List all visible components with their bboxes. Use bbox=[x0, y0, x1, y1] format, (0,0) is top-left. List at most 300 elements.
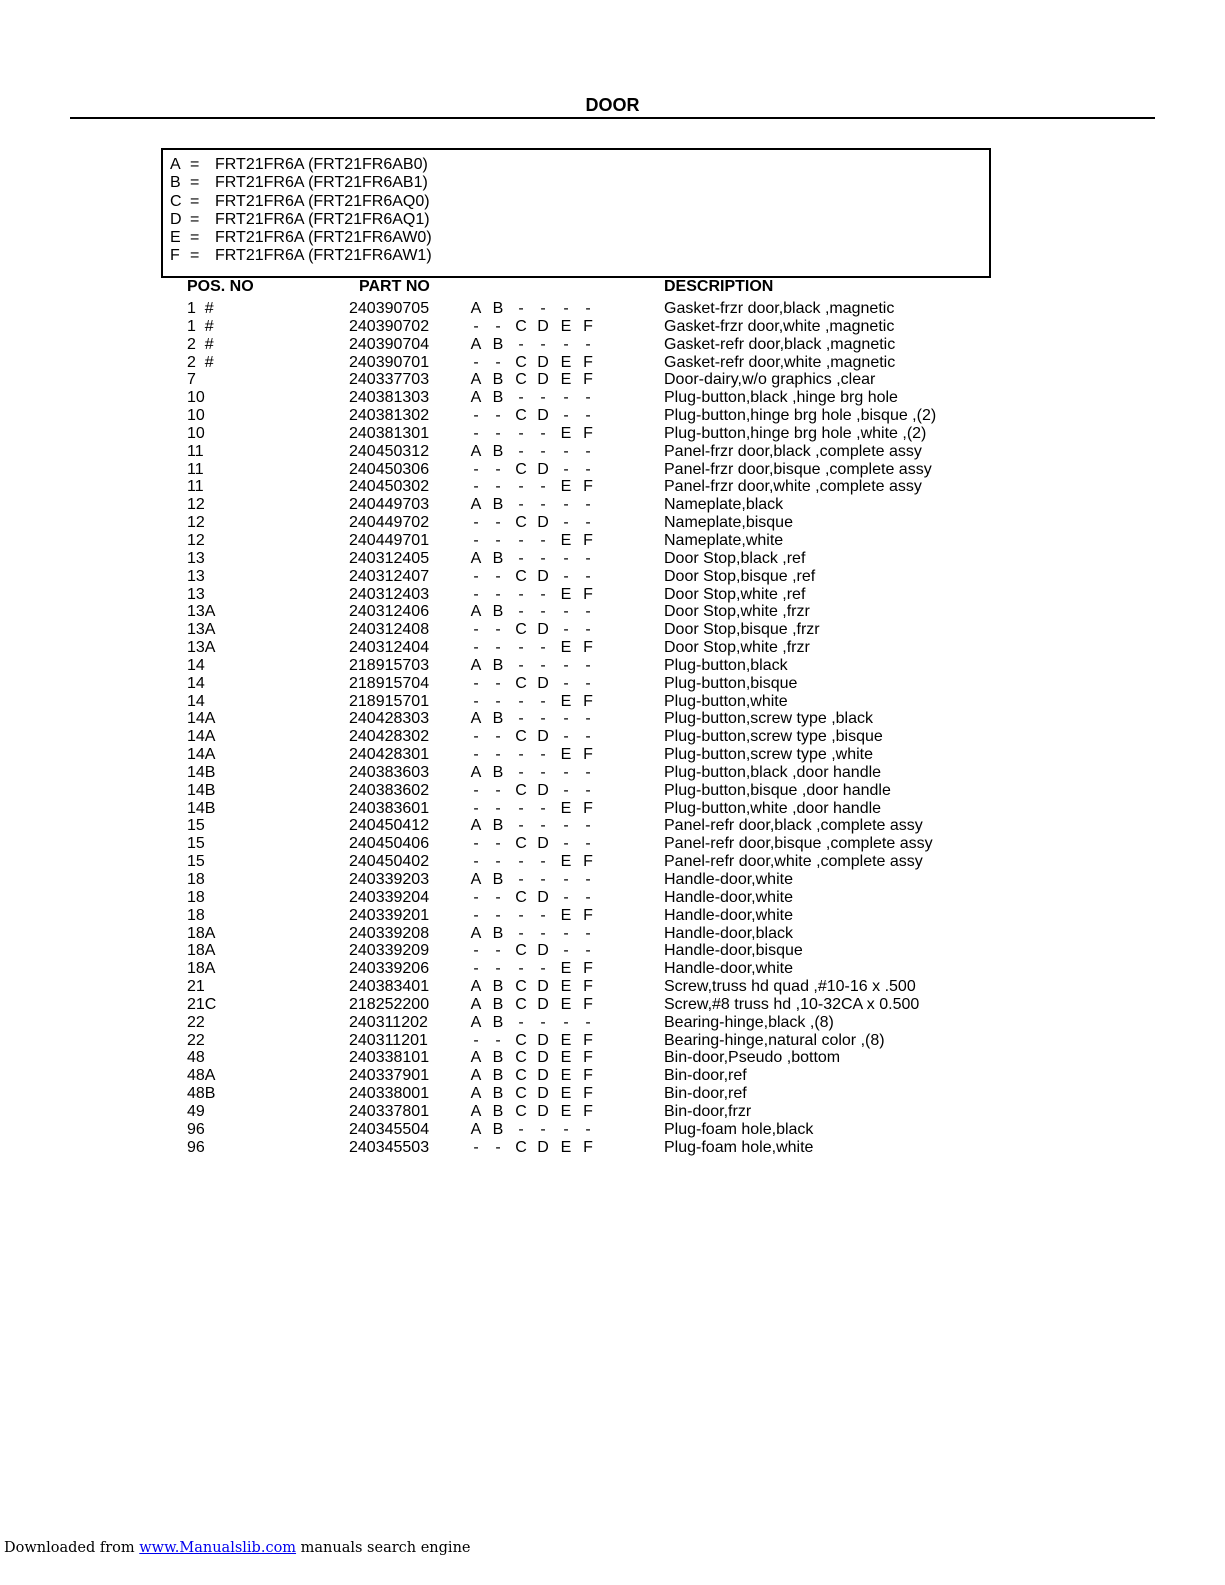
model-code: - bbox=[563, 710, 569, 728]
part-description: Bin-door,frzr bbox=[664, 1102, 752, 1120]
model-code: A bbox=[470, 496, 482, 514]
model-code: - bbox=[473, 514, 479, 532]
model-code: - bbox=[495, 674, 501, 692]
part-description: Panel-frzr door,bisque ,complete assy bbox=[664, 460, 932, 478]
model-code: C bbox=[515, 514, 527, 532]
pos-no: 14B bbox=[187, 763, 216, 781]
part-no: 240337901 bbox=[349, 1067, 430, 1085]
model-code: - bbox=[540, 442, 546, 460]
parts-row bbox=[0, 746, 1225, 764]
model-code: - bbox=[563, 728, 569, 746]
model-code: - bbox=[585, 621, 591, 639]
model-legend-row bbox=[170, 193, 432, 211]
part-no: 240339209 bbox=[349, 942, 430, 960]
model-code: D bbox=[537, 888, 549, 906]
pos-no: 1 # bbox=[187, 317, 214, 335]
parts-row bbox=[0, 407, 1225, 425]
model-code: D bbox=[537, 978, 549, 996]
model-code: A bbox=[470, 1085, 482, 1103]
model-code: - bbox=[585, 942, 591, 960]
part-description: Plug-button,black ,door handle bbox=[664, 763, 882, 781]
model-code: - bbox=[585, 835, 591, 853]
part-no: 240312408 bbox=[349, 621, 430, 639]
model-code: F bbox=[583, 1102, 593, 1120]
model-code: - bbox=[518, 960, 524, 978]
part-description: Door Stop,black ,ref bbox=[664, 549, 806, 567]
part-description: Panel-refr door,white ,complete assy bbox=[664, 853, 923, 871]
part-no: 240339208 bbox=[349, 924, 430, 942]
part-no: 240450412 bbox=[349, 817, 430, 835]
model-code: D bbox=[537, 567, 549, 585]
part-no: 240339203 bbox=[349, 871, 430, 888]
model-code: - bbox=[518, 496, 524, 514]
model-code: C bbox=[515, 835, 527, 853]
part-description: Door Stop,white ,ref bbox=[664, 585, 806, 603]
model-code: - bbox=[540, 871, 546, 888]
pos-no: 10 bbox=[187, 424, 205, 442]
pos-no: 14B bbox=[187, 781, 216, 799]
model-code: F bbox=[583, 639, 593, 657]
model-code: A bbox=[470, 710, 482, 728]
pos-no: 18 bbox=[187, 906, 205, 924]
model-code: D bbox=[537, 514, 549, 532]
model-code: - bbox=[563, 335, 569, 353]
parts-row bbox=[0, 835, 1225, 853]
model-code: - bbox=[495, 835, 501, 853]
part-no: 218915701 bbox=[349, 692, 430, 710]
footer-prefix: Downloaded from bbox=[4, 1540, 140, 1556]
pos-no: 48A bbox=[187, 1067, 216, 1085]
parts-row bbox=[0, 800, 1225, 818]
model-code: B bbox=[492, 1102, 504, 1120]
pos-no: 15 bbox=[187, 853, 205, 871]
model-code: C bbox=[515, 781, 527, 799]
parts-row bbox=[0, 817, 1225, 835]
model-code: - bbox=[563, 407, 569, 425]
model-code: E bbox=[560, 424, 572, 442]
model-code: - bbox=[563, 603, 569, 621]
parts-row bbox=[0, 336, 1225, 354]
model-code: - bbox=[495, 728, 501, 746]
model-code: - bbox=[495, 585, 501, 603]
model-code: - bbox=[518, 710, 524, 728]
pos-no: 21C bbox=[187, 995, 217, 1013]
model-code: F bbox=[583, 1049, 593, 1067]
model-code: A bbox=[470, 549, 482, 567]
title-rule bbox=[70, 117, 1155, 119]
model-code: - bbox=[473, 317, 479, 335]
model-code: E bbox=[560, 978, 572, 996]
model-code: - bbox=[495, 906, 501, 924]
model-code: - bbox=[563, 442, 569, 460]
model-code: - bbox=[585, 549, 591, 567]
model-code: - bbox=[495, 692, 501, 710]
parts-row bbox=[0, 478, 1225, 496]
model-code: - bbox=[540, 1120, 546, 1138]
model-code: - bbox=[495, 478, 501, 496]
pos-no: 96 bbox=[187, 1138, 205, 1156]
model-code: A bbox=[470, 978, 482, 996]
part-no: 240339206 bbox=[349, 960, 430, 978]
model-code: E bbox=[560, 1138, 572, 1156]
model-code: - bbox=[518, 871, 524, 888]
part-no: 240450306 bbox=[349, 460, 430, 478]
model-code: B bbox=[492, 871, 504, 888]
model-code: A bbox=[470, 817, 482, 835]
part-description: Plug-button,black ,hinge brg hole bbox=[664, 389, 898, 407]
parts-row bbox=[0, 675, 1225, 693]
parts-row bbox=[0, 532, 1225, 550]
parts-row bbox=[0, 996, 1225, 1014]
model-code: B bbox=[492, 389, 504, 407]
model-code: C bbox=[515, 1102, 527, 1120]
model-code: - bbox=[495, 853, 501, 871]
model-code: - bbox=[585, 496, 591, 514]
model-code: F bbox=[583, 317, 593, 335]
model-code: - bbox=[563, 567, 569, 585]
model-code: E bbox=[560, 1031, 572, 1049]
part-no: 240449703 bbox=[349, 496, 430, 514]
pos-no: 22 bbox=[187, 1031, 205, 1049]
part-description: Plug-foam hole,black bbox=[664, 1120, 814, 1138]
part-description: Panel-frzr door,black ,complete assy bbox=[664, 442, 922, 460]
model-code: - bbox=[585, 888, 591, 906]
part-description: Panel-refr door,black ,complete assy bbox=[664, 817, 923, 835]
model-code: A bbox=[470, 442, 482, 460]
pos-no: 13 bbox=[187, 567, 205, 585]
model-code: - bbox=[518, 906, 524, 924]
model-code: B bbox=[492, 371, 504, 389]
pos-no: 21 bbox=[187, 978, 205, 996]
model-code: - bbox=[473, 639, 479, 657]
model-code: - bbox=[495, 460, 501, 478]
model-code: F bbox=[583, 1067, 593, 1085]
model-code: D bbox=[537, 1067, 549, 1085]
model-code: E bbox=[560, 906, 572, 924]
model-code: - bbox=[518, 300, 524, 317]
part-no: 240450406 bbox=[349, 835, 430, 853]
model-code: B bbox=[492, 1067, 504, 1085]
part-description: Plug-button,bisque ,door handle bbox=[664, 781, 891, 799]
model-code: D bbox=[537, 1031, 549, 1049]
model-code: - bbox=[473, 478, 479, 496]
pos-no: 14 bbox=[187, 656, 205, 674]
model-text: FRT21FR6A (FRT21FR6AW0) bbox=[215, 229, 432, 247]
model-code: D bbox=[537, 781, 549, 799]
parts-row bbox=[0, 657, 1225, 675]
model-code: A bbox=[470, 371, 482, 389]
model-code: F bbox=[583, 1031, 593, 1049]
model-code: - bbox=[585, 460, 591, 478]
model-code: - bbox=[518, 763, 524, 781]
model-equals: = bbox=[190, 247, 200, 265]
model-code: D bbox=[537, 728, 549, 746]
part-no: 218915703 bbox=[349, 656, 430, 674]
part-no: 240383601 bbox=[349, 799, 430, 817]
pos-no: 14A bbox=[187, 710, 216, 728]
model-code: C bbox=[515, 1085, 527, 1103]
model-code: E bbox=[560, 853, 572, 871]
pos-no: 18A bbox=[187, 924, 216, 942]
pos-no: 13 bbox=[187, 549, 205, 567]
parts-row bbox=[0, 693, 1225, 711]
model-equals: = bbox=[190, 192, 200, 210]
model-code: - bbox=[473, 942, 479, 960]
part-description: Bearing-hinge,natural color ,(8) bbox=[664, 1031, 885, 1049]
part-no: 240381301 bbox=[349, 424, 430, 442]
pos-no: 10 bbox=[187, 407, 205, 425]
model-code: B bbox=[492, 1049, 504, 1067]
part-no: 218252200 bbox=[349, 995, 430, 1013]
model-code: - bbox=[518, 478, 524, 496]
model-code: F bbox=[583, 746, 593, 764]
model-code: - bbox=[540, 853, 546, 871]
model-code: - bbox=[518, 549, 524, 567]
model-letter: A bbox=[170, 156, 181, 173]
model-code: - bbox=[540, 531, 546, 549]
page-title: DOOR bbox=[585, 95, 640, 115]
model-code: - bbox=[495, 353, 501, 371]
model-code: - bbox=[495, 942, 501, 960]
model-code: - bbox=[495, 888, 501, 906]
model-code: A bbox=[470, 871, 482, 888]
model-code: F bbox=[583, 692, 593, 710]
parts-row bbox=[0, 853, 1225, 871]
parts-row bbox=[0, 603, 1225, 621]
parts-row bbox=[0, 960, 1225, 978]
model-code: E bbox=[560, 1049, 572, 1067]
parts-row bbox=[0, 889, 1225, 907]
parts-row bbox=[0, 496, 1225, 514]
model-code: F bbox=[583, 978, 593, 996]
model-code: - bbox=[473, 407, 479, 425]
part-description: Panel-frzr door,white ,complete assy bbox=[664, 478, 922, 496]
model-code: - bbox=[585, 442, 591, 460]
parts-row bbox=[0, 1067, 1225, 1085]
part-no: 240339201 bbox=[349, 906, 430, 924]
pos-no: 18 bbox=[187, 888, 205, 906]
model-code: - bbox=[518, 389, 524, 407]
model-code: - bbox=[540, 692, 546, 710]
part-description: Gasket-refr door,white ,magnetic bbox=[664, 353, 896, 371]
model-code: - bbox=[540, 424, 546, 442]
model-code: - bbox=[473, 531, 479, 549]
parts-row bbox=[0, 1032, 1225, 1050]
model-code: - bbox=[585, 728, 591, 746]
model-code: - bbox=[495, 621, 501, 639]
parts-row bbox=[0, 764, 1225, 782]
model-code: E bbox=[560, 746, 572, 764]
part-no: 240449701 bbox=[349, 531, 430, 549]
model-code: - bbox=[585, 1013, 591, 1031]
footer-suffix: manuals search engine bbox=[296, 1540, 471, 1556]
model-code: C bbox=[515, 1031, 527, 1049]
model-code: - bbox=[473, 1031, 479, 1049]
model-code: B bbox=[492, 300, 504, 317]
pos-no: 15 bbox=[187, 835, 205, 853]
model-code: F bbox=[583, 585, 593, 603]
model-code: F bbox=[583, 1138, 593, 1156]
model-code: B bbox=[492, 442, 504, 460]
model-code: C bbox=[515, 353, 527, 371]
model-code: E bbox=[560, 1085, 572, 1103]
model-code: F bbox=[583, 371, 593, 389]
model-code: B bbox=[492, 656, 504, 674]
part-description: Plug-button,black bbox=[664, 656, 788, 674]
parts-row bbox=[0, 1121, 1225, 1139]
model-code: F bbox=[583, 531, 593, 549]
model-code: - bbox=[495, 1138, 501, 1156]
model-code: - bbox=[563, 1120, 569, 1138]
model-code: D bbox=[537, 1138, 549, 1156]
model-code: E bbox=[560, 1067, 572, 1085]
model-code: - bbox=[585, 763, 591, 781]
pos-no: 13 bbox=[187, 585, 205, 603]
model-code: A bbox=[470, 300, 482, 317]
part-description: Handle-door,white bbox=[664, 888, 793, 906]
model-code: D bbox=[537, 371, 549, 389]
parts-row bbox=[0, 942, 1225, 960]
part-no: 240337703 bbox=[349, 371, 430, 389]
model-code: - bbox=[473, 621, 479, 639]
pos-no: 7 bbox=[187, 371, 196, 389]
parts-row bbox=[0, 1049, 1225, 1067]
model-code: - bbox=[585, 924, 591, 942]
model-code: B bbox=[492, 924, 504, 942]
part-description: Screw,truss hd quad ,#10-16 x .500 bbox=[664, 978, 916, 996]
part-description: Bin-door,ref bbox=[664, 1085, 747, 1103]
model-code: E bbox=[560, 692, 572, 710]
part-no: 240428302 bbox=[349, 728, 430, 746]
model-code: - bbox=[585, 674, 591, 692]
model-code: - bbox=[473, 567, 479, 585]
pos-no: 11 bbox=[187, 478, 204, 496]
model-code: C bbox=[515, 460, 527, 478]
model-code: - bbox=[540, 746, 546, 764]
model-code: - bbox=[495, 1031, 501, 1049]
part-no: 240450302 bbox=[349, 478, 430, 496]
model-code: - bbox=[518, 656, 524, 674]
part-description: Screw,#8 truss hd ,10-32CA x 0.500 bbox=[664, 995, 920, 1013]
model-code: - bbox=[585, 817, 591, 835]
model-code: - bbox=[563, 781, 569, 799]
model-code: C bbox=[515, 567, 527, 585]
model-code: - bbox=[518, 799, 524, 817]
model-code: - bbox=[540, 1013, 546, 1031]
model-letter: B bbox=[170, 174, 181, 192]
part-no: 240345503 bbox=[349, 1138, 430, 1156]
model-code: D bbox=[537, 353, 549, 371]
model-code: - bbox=[563, 888, 569, 906]
part-no: 240339204 bbox=[349, 888, 430, 906]
model-code: A bbox=[470, 1049, 482, 1067]
model-code: - bbox=[473, 835, 479, 853]
footer-link[interactable]: www.Manualslib.com bbox=[139, 1540, 297, 1556]
model-code: F bbox=[583, 853, 593, 871]
parts-row bbox=[0, 1085, 1225, 1103]
model-legend-row bbox=[170, 247, 432, 265]
part-description: Plug-button,white bbox=[664, 692, 788, 710]
model-code: F bbox=[583, 906, 593, 924]
model-code: - bbox=[495, 799, 501, 817]
pos-no: 14A bbox=[187, 728, 216, 746]
model-code: - bbox=[495, 960, 501, 978]
model-code: D bbox=[537, 835, 549, 853]
model-code: - bbox=[585, 407, 591, 425]
column-header-pos: POS. NO bbox=[187, 278, 254, 295]
parts-row bbox=[0, 354, 1225, 372]
model-code: D bbox=[537, 460, 549, 478]
part-no: 240390702 bbox=[349, 317, 430, 335]
model-code: - bbox=[540, 478, 546, 496]
part-no: 240312403 bbox=[349, 585, 430, 603]
parts-row bbox=[0, 550, 1225, 568]
part-no: 240390704 bbox=[349, 335, 430, 353]
model-code: C bbox=[515, 674, 527, 692]
model-legend-row bbox=[170, 156, 432, 174]
parts-row bbox=[0, 1014, 1225, 1032]
parts-row bbox=[0, 586, 1225, 604]
model-code: B bbox=[492, 496, 504, 514]
pos-no: 12 bbox=[187, 531, 205, 549]
model-code: D bbox=[537, 1102, 549, 1120]
model-legend-row bbox=[170, 211, 432, 229]
model-code: D bbox=[537, 674, 549, 692]
model-code: B bbox=[492, 817, 504, 835]
pos-no: 2 # bbox=[187, 353, 214, 371]
model-text: FRT21FR6A (FRT21FR6AB0) bbox=[215, 156, 428, 173]
part-description: Plug-button,screw type ,white bbox=[664, 746, 873, 764]
model-code: - bbox=[540, 924, 546, 942]
model-code: - bbox=[495, 746, 501, 764]
model-legend-row bbox=[170, 174, 432, 192]
model-code: D bbox=[537, 621, 549, 639]
model-code: C bbox=[515, 317, 527, 335]
model-code: - bbox=[540, 799, 546, 817]
part-description: Handle-door,black bbox=[664, 924, 793, 942]
part-description: Door Stop,bisque ,frzr bbox=[664, 621, 820, 639]
model-equals: = bbox=[190, 229, 200, 247]
part-no: 240449702 bbox=[349, 514, 430, 532]
model-code: B bbox=[492, 1085, 504, 1103]
pos-no: 18A bbox=[187, 942, 216, 960]
model-code: - bbox=[540, 496, 546, 514]
part-no: 240312406 bbox=[349, 603, 430, 621]
model-code: A bbox=[470, 1102, 482, 1120]
model-code: - bbox=[563, 496, 569, 514]
parts-row bbox=[0, 300, 1225, 318]
model-code: F bbox=[583, 995, 593, 1013]
model-code: - bbox=[563, 460, 569, 478]
model-code: - bbox=[585, 300, 591, 317]
model-code: - bbox=[495, 639, 501, 657]
pos-no: 10 bbox=[187, 389, 205, 407]
model-code: F bbox=[583, 1085, 593, 1103]
part-no: 240337801 bbox=[349, 1102, 430, 1120]
parts-row bbox=[0, 710, 1225, 728]
model-code: - bbox=[473, 728, 479, 746]
part-no: 240390701 bbox=[349, 353, 430, 371]
part-description: Plug-button,hinge brg hole ,bisque ,(2) bbox=[664, 407, 937, 425]
model-code: - bbox=[518, 1013, 524, 1031]
model-code: C bbox=[515, 995, 527, 1013]
part-description: Gasket-refr door,black ,magnetic bbox=[664, 335, 896, 353]
model-code: D bbox=[537, 995, 549, 1013]
pos-no: 49 bbox=[187, 1102, 205, 1120]
parts-row bbox=[0, 318, 1225, 336]
model-letter: F bbox=[170, 247, 180, 265]
model-code: E bbox=[560, 478, 572, 496]
